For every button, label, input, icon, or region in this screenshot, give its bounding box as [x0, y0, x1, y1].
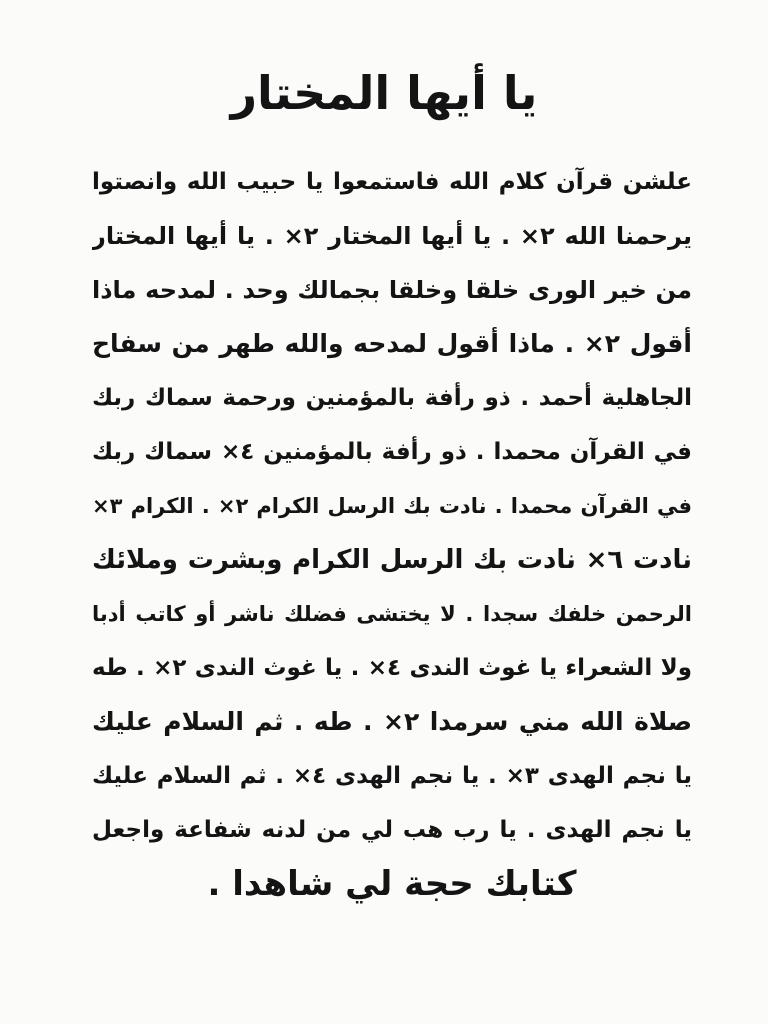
- poem-line: يا نجم الهدى . يا رب هب لي من لدنه شفاعة واجعل: [92, 817, 692, 843]
- poem-line: الرحمن خلفك سجدا . لا يختشى فضلك ناشر أو كاتب أدبا: [92, 602, 692, 626]
- poem-line: الجاهلية أحمد . ذو رأفة بالمؤمنين ورحمة سماك ربك: [92, 385, 692, 411]
- poem-line: ولا الشعراء يا غوث الندى ٤× . يا غوث الندى ٢× . طه: [92, 655, 692, 681]
- poem-line: في القرآن محمدا . نادت بك الرسل الكرام ٢× . الكرام ٣×: [92, 494, 692, 518]
- poem-line: من خير الورى خلقا وخلقا بجمالك وحد . لمدحه ماذا: [92, 276, 692, 304]
- poem-line: صلاة الله مني سرمدا ٢× . طه . ثم السلام عليك: [92, 707, 692, 736]
- poem-line: أقول ٢× . ماذا أقول لمدحه والله طهر من سفاح: [92, 329, 692, 358]
- poem-line: كتابك حجة لي شاهدا .: [207, 864, 577, 904]
- poem-line: علشن قرآن كلام الله فاستمعوا يا حبيب الله وانصتوا: [92, 169, 692, 195]
- poem-body: [92, 155, 692, 911]
- poem-line: يا نجم الهدى ٣× . يا نجم الهدى ٤× . ثم السلام عليك: [92, 763, 692, 789]
- poem-title: يا أيها المختار: [230, 66, 538, 120]
- poem-line: يرحمنا الله ٢× . يا أيها المختار ٢× . يا أيها المختار: [92, 222, 692, 250]
- poem-line: في القرآن محمدا . ذو رأفة بالمؤمنين ٤× سماك ربك: [92, 439, 692, 465]
- poem-line: نادت ٦× نادت بك الرسل الكرام وبشرت وملائك: [92, 545, 692, 575]
